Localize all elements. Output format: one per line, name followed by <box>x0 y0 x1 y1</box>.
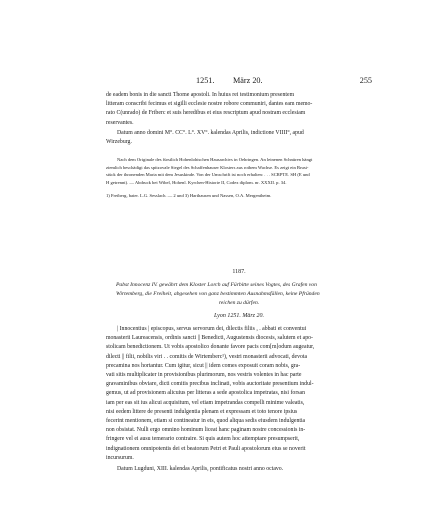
regest-line: Wirtemberg, die Freiheit, abgesehen von ganz bestimmten Ausnahmsfällen, keine Pfründen <box>116 291 320 298</box>
text-line: fringere vel ei ausu temerario contraire. Si quis autem hoc attemptare presumpserit, <box>106 436 300 443</box>
text-line: monasterii Laureacensis, ordinis sancti || Benedicti, Augustensis diocesis, salutem et apo- <box>106 335 313 342</box>
note-line: H getrennt). — Abdruck bei Wibel, Hohenl. Kyrchen-Historie II, Codex diplom. nr. XXXII. p. 34. <box>106 179 287 185</box>
text-line: reservantes. <box>106 119 134 126</box>
header-year: 1251. <box>196 76 215 85</box>
document-number: 1187. <box>232 269 246 275</box>
text-line: Datum Lugduni, XIII. kalendas Aprilis, pontificatus nostri anno octavo. <box>117 466 284 472</box>
note-line: stück der thronenden Maria mit dem Jesuskinde. Von der Umschrift ist noch erhalten: . . . SCRPTE. SH (E und <box>106 172 310 178</box>
text-line: nisi eedem littere de presenti indulgentia plenam et expressam et toto tenore ipsius <box>106 408 298 415</box>
closing-paragraph-previous-charter <box>106 91 372 128</box>
text-line: iam per eas sit ius alicui acquisitum, vel etiam impetrandas compelli minime valeatis, <box>106 399 305 406</box>
text-line: rato C(unrado) de Friberc et suis heredibus et eius rescriptum apud nostram ecclesiam <box>106 110 306 117</box>
regest-line: reichen zu dürfen. <box>218 300 260 307</box>
text-line: non obsistat. Nulli ergo omnino hominum liceat hanc paginam nostre concessionis in- <box>106 427 306 434</box>
charter-body <box>106 325 372 463</box>
text-line: | Innocentius | episcopus, servus servorum dei, dilectis filiis , . abbati et conventui <box>117 326 307 332</box>
footnote <box>106 192 372 200</box>
text-line: Wirzeburg. <box>106 139 132 146</box>
charter-dating-clause <box>106 465 372 474</box>
text-line: gravaminibus obviare, dicti comitis precibus inclinati, vobis auctoritate presentium indul- <box>106 381 314 388</box>
text-line: incursurum. <box>106 454 134 461</box>
source-note <box>106 156 372 186</box>
text-line: de eadem bonis in die sancti Thome apostoli. In huius rei testimonium presentem <box>106 92 295 98</box>
page-number: 255 <box>359 76 372 85</box>
text-line: gemus, ut ad provisionem alicuius per litteras a sede apostolica impetratas, nisi forsan <box>106 390 305 397</box>
text-line: fecerint mentionem, etiam si contineatur in eis, quod aliqua sedis eiusdem indulgentia <box>106 418 306 425</box>
text-line: litteram conscribi fecimus et sigilli ecclesie nostre robore communiri, dantes eam memo- <box>106 101 313 108</box>
note-line: Nach dem Originale des fürstlich Hohenlohischen Hausarchivs in Oehringen. An leinenen Schnüren hängt <box>117 157 313 162</box>
running-head <box>106 75 372 87</box>
regest-summary <box>116 281 362 309</box>
text-line: dilecti || filii, nobilis viri . . comitis de Wirtemberc¹), vestri monasterii advocati, devota <box>106 353 308 360</box>
text-line: indignationem omnipotentis dei et beatorum Petri et Pauli apostolorum eius se noverit <box>106 445 306 452</box>
text-line: stolicam benedictionem. Ut vobis apostolico donante favore pacis com[m]odum augeatur, <box>106 344 315 351</box>
regest-line: Pabst Innocenz IV. gewährt dem Kloster Lorch auf Fürbitte seines Vogtes, des Grafen von <box>116 282 317 288</box>
text-line: Datum anno domini M°. CC°. L°. XV°. kalendas Aprilis, indictione VIIII°, apud <box>117 130 304 136</box>
note-line: ziemlich beschädigt das spitzovale Siegel des Schaffenhauser Klosters aus rotbem Wachse. Es zeigt ein Brust- <box>106 164 309 170</box>
text-line: vati sitis multiplicater in provisionibus plurimorum, nos vestris volentes in hac parte <box>106 372 302 379</box>
dating-clause-previous-charter <box>106 129 372 147</box>
text-line: precamina nos hortantur. Cum igitur, sicut || idem comes exposuit coram nobis, gra- <box>106 362 301 369</box>
place-and-date: Lyon 1251. März 20. <box>214 313 264 319</box>
footnote-line: 1) Freiberg, baier. L.G. Sesslach. — 2 und 3) Harthausen und Nassen, O.A. Mergentheim. <box>106 193 272 198</box>
header-date: März 20. <box>233 76 263 85</box>
